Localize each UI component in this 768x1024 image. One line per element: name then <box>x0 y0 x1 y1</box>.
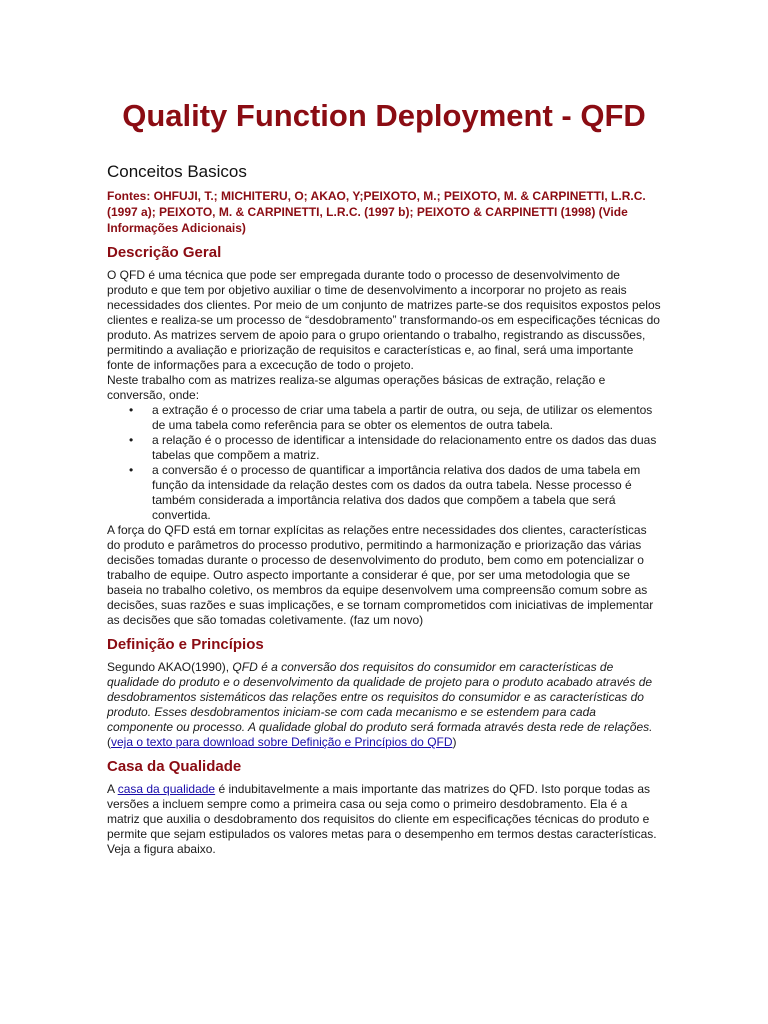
heading-definicao-principios: Definição e Princípios <box>107 636 264 653</box>
bullet-icon: • <box>129 463 134 477</box>
list-item-conversao <box>107 463 663 523</box>
subtitle: Conceitos Basicos <box>107 162 247 181</box>
casa-paragraph <box>107 782 663 857</box>
akao-quote: QFD é a conversão dos requisitos do consumidor em características de qualidade do produto e o desenvolvimento da qualidade de projeto para o produto acabado através de desdobramentos sistemáticos das relações entre os requisitos do consumidor e as características do produto. Esses desdobramentos iniciam-se com cada mecanismo e se estendem para cada componente ou processo. A qualidade global do produto será formada através desta rede de relações. <box>107 660 653 734</box>
casa-qualidade-link[interactable]: casa da qualidade <box>117 782 216 796</box>
list-item-relacao <box>107 433 663 463</box>
casa-text-after: é indubitavelmente a mais importante das matrizes do QFD. Isto porque todas as versões a incluem sempre como a primeira casa ou seja como o primeiro desdobramento. Ela é a matriz que auxilia o desdobramento dos requisitos do cliente em especificações técnicas do produto e permite que sejam estipulados os valores metas para o desempenho em termos destas características. Veja a figura abaixo. <box>107 782 657 856</box>
sources-text: Fontes: OHFUJI, T.; MICHITERU, O; AKAO, Y;PEIXOTO, M.; PEIXOTO, M. & CARPINETTI, L.R.C. (1997 a); PEIXOTO, M. & CARPINETTI, L.R.C. (1997 b); PEIXOTO & CARPINETTI (1998) (Vide Informações Adicionais) <box>107 189 646 235</box>
definicao-paragraph <box>107 660 663 750</box>
link-open-paren: ( <box>107 735 111 749</box>
list-item-text: a extração é o processo de criar uma tabela a partir de outra, ou seja, de utilizar os elementos de uma tabela como referência para se obter os elementos de outra tabela. <box>152 403 653 432</box>
list-item-extracao <box>107 403 663 433</box>
operations-list <box>107 403 663 523</box>
list-item-text: a conversão é o processo de quantificar a importância relativa dos dados de uma tabela em função da intensidade da relação destes com os dados da outra tabela. Nesse processo é também considerada a importância relativa dos dados que compõem a tabela que será convertida. <box>152 463 641 522</box>
content-area <box>107 158 663 857</box>
heading-descricao-geral: Descrição Geral <box>107 244 222 261</box>
definicao-download-link[interactable]: veja o texto para download sobre Definição e Princípios do QFD <box>111 735 453 749</box>
descricao-paragraph-3: A força do QFD está em tornar explícitas as relações entre necessidades dos clientes, características do produto e parâmetros do processo produtivo, permitindo a harmonização e priorização das várias decisões tomadas durante o processo de desenvolvimento do produto, bem como em potencializar o trabalho de equipe. Outro aspecto importante a considerar é que, por ser uma metodologia que se baseia no trabalho coletivo, os membros da equipe desenvolvem uma compreensão comum sobre as decisões, suas razões e suas implicações, e se tornam comprometidos com iniciativas de implementar as decisões que são tomadas coletivamente. (faz um novo) <box>107 523 654 627</box>
descricao-paragraph-2: Neste trabalho com as matrizes realiza-se algumas operações básicas de extração, relação e conversão, onde: <box>107 373 606 402</box>
descricao-paragraph-1: O QFD é uma técnica que pode ser empregada durante todo o processo de desenvolvimento de produto e que tem por objetivo auxiliar o time de desenvolvimento a incorporar no projeto as reais necessidades dos clientes. Por meio de um conjunto de matrizes parte-se dos requisitos expostos pelos clientes e realiza-se um processo de “desdobramento” transformando-os em especificações técnicas do produto. As matrizes servem de apoio para o grupo orientando o trabalho, registrando as discussões, permitindo a avaliação e priorização de requisitos e características e, ao final, será uma importante fonte de informações para a excecução de todo o projeto. <box>107 268 661 372</box>
heading-casa-qualidade: Casa da Qualidade <box>107 758 242 775</box>
page-title: Quality Function Deployment - QFD <box>122 98 646 133</box>
bullet-icon: • <box>129 433 134 447</box>
link-close-paren: ) <box>452 735 457 749</box>
list-item-text: a relação é o processo de identificar a intensidade do relacionamento entre os dados das duas tabelas que compõem a matriz. <box>152 433 657 462</box>
casa-text-before: A <box>107 782 118 796</box>
definicao-intro: Segundo AKAO(1990), <box>107 660 233 674</box>
bullet-icon: • <box>129 403 134 417</box>
